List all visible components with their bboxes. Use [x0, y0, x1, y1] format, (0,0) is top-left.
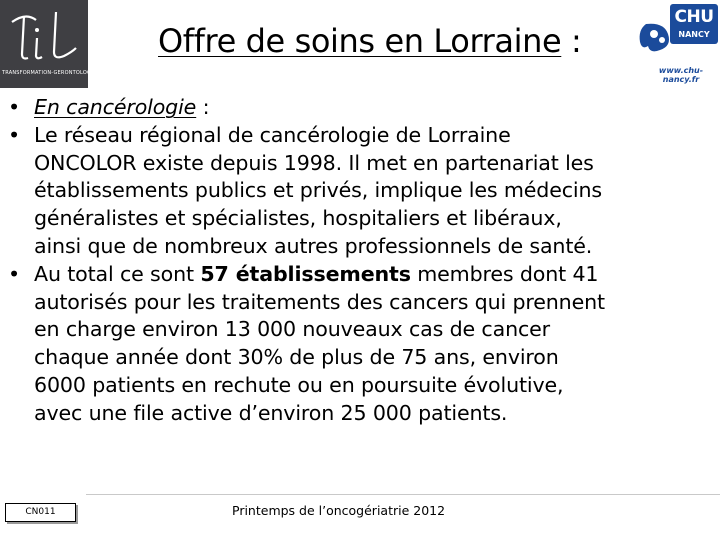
bullet-line — [34, 316, 716, 344]
chu-nancy-logo — [638, 0, 720, 84]
bullet-line — [34, 177, 716, 205]
chu-url: www.chu-nancy.fr — [658, 66, 704, 84]
bullet-list — [8, 94, 716, 428]
bullet-line — [34, 150, 716, 178]
bullet-dot-icon: • — [8, 122, 20, 147]
left-logo — [0, 0, 97, 88]
slide-code-box: CN011 — [5, 503, 76, 522]
footer-text: Printemps de l’oncogériatrie 2012 — [232, 503, 446, 518]
bullet-text: généralistes et spécialistes, hospitaliers et libéraux, — [34, 206, 562, 231]
chu-city-text: NANCY — [678, 30, 710, 39]
bullet-item — [8, 94, 716, 122]
bullet-item — [8, 261, 716, 428]
bullet-text: ONCOLOR existe depuis 1998. Il met en partenariat les — [34, 150, 594, 175]
footer-divider — [86, 494, 720, 495]
bullet-dot-icon: • — [8, 261, 20, 286]
bullet-text: chaque année dont 30% de plus de 75 ans, environ — [34, 345, 559, 370]
bullet-text: membres dont 41 — [410, 261, 599, 286]
logo-monogram-icon — [6, 8, 82, 64]
bullet-text: en charge environ 13 000 nouveaux cas de cancer — [34, 317, 550, 342]
chu-brand-text: CHU — [674, 7, 714, 27]
bullet-line — [34, 233, 716, 261]
bullet-text: ainsi que de nombreux autres professionnels de santé. — [34, 233, 593, 258]
bullet-line — [34, 400, 716, 428]
bullet-text: autorisés pour les traitements des cancers qui prennent — [34, 289, 605, 314]
bullet-text: 6000 patients en rechute ou en poursuite évolutive, — [34, 372, 564, 397]
bullet-highlight: En cancérologie — [34, 95, 197, 119]
bullet-line — [34, 344, 716, 372]
slide-title — [158, 22, 581, 60]
slide-title-suffix: : — [561, 22, 582, 60]
bullet-line — [34, 261, 716, 289]
slide-body — [8, 94, 716, 428]
bullet-text: : — [196, 95, 210, 119]
bullet-line — [34, 122, 716, 150]
bullet-line — [34, 289, 716, 317]
bullet-highlight: 57 établissements — [200, 261, 411, 286]
bullet-text: Le réseau régional de cancérologie de Lorraine — [34, 122, 511, 147]
bullet-line — [34, 94, 716, 122]
bullet-text: établissements publics et privés, implique les médecins — [34, 178, 602, 203]
bullet-item — [8, 122, 716, 261]
bullet-text: Au total ce sont — [34, 261, 201, 286]
left-logo-caption: TRANSFORMATION-GERONTOLOGIE — [2, 70, 97, 76]
bullet-line — [34, 372, 716, 400]
bullet-dot-icon: • — [8, 95, 20, 119]
chu-emblem-icon — [638, 20, 672, 64]
bullet-line — [34, 205, 716, 233]
bullet-text: avec une file active d’environ 25 000 patients. — [34, 400, 508, 425]
slide-title-text: Offre de soins en Lorraine — [158, 22, 562, 60]
chu-badge — [670, 4, 718, 44]
